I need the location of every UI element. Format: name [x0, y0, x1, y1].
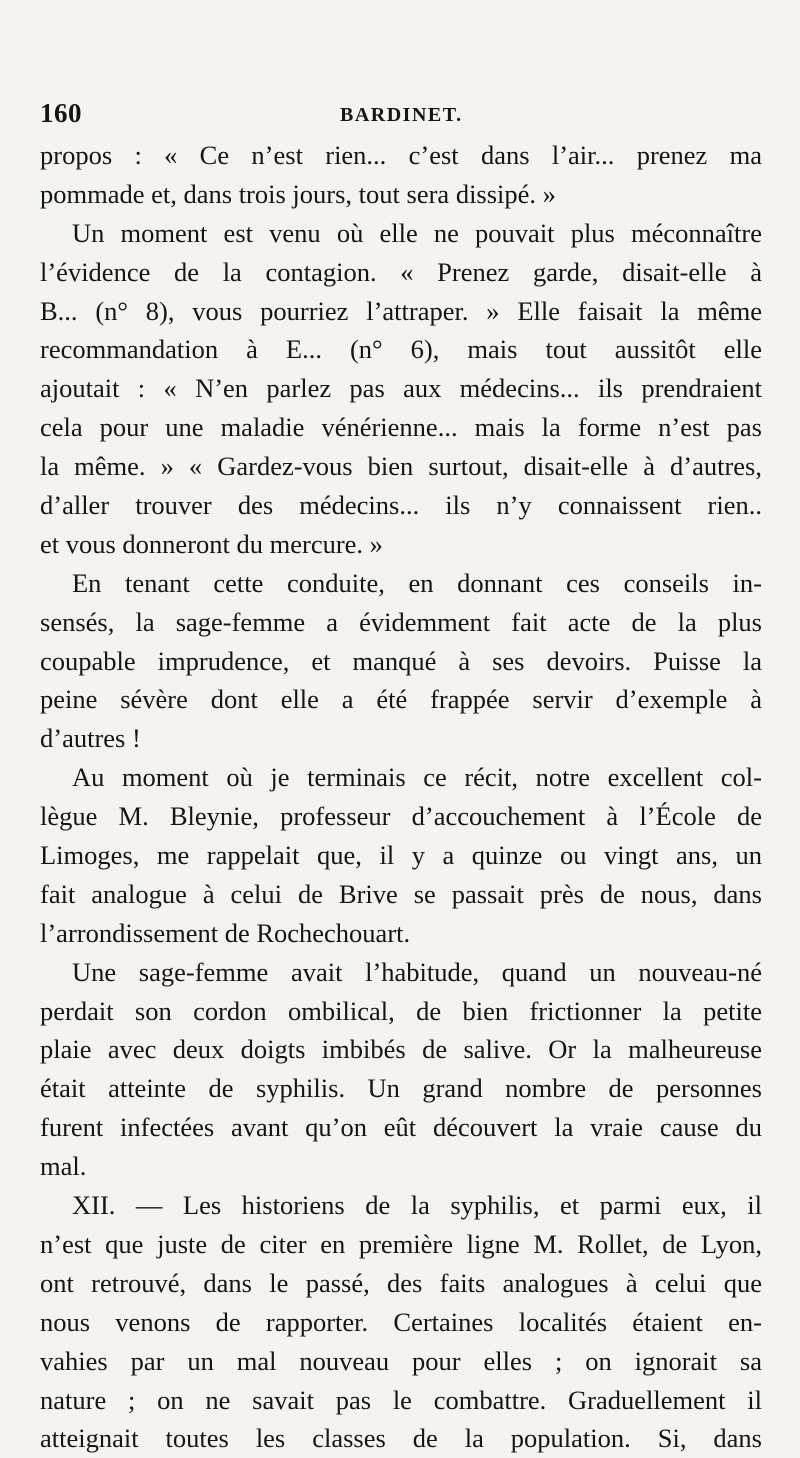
- text-line: d’autres !: [40, 723, 141, 754]
- text-line: perdait son cordon ombilical, de bien frictionner la petite: [40, 995, 762, 1026]
- text-line: peine sévère dont elle a été frappée servir d’exemple à: [40, 684, 762, 715]
- text-line: était atteinte de syphilis. Un grand nombre de personnes: [40, 1073, 762, 1104]
- body-text: [40, 136, 762, 1458]
- text-line: propos : « Ce n’est rien... c’est dans l’air... prenez ma: [40, 140, 762, 170]
- text-line: mal.: [40, 1151, 87, 1182]
- text-line: sensés, la sage-femme a évidemment fait acte de la plus: [40, 606, 762, 637]
- text-line: ajoutait : « N’en parlez pas aux médecins... ils prendraient: [40, 373, 762, 404]
- text-line: Un moment est venu où elle ne pouvait plus méconnaître: [72, 217, 762, 248]
- text-line: nous venons de rapporter. Certaines localités étaient en-: [40, 1306, 762, 1337]
- text-line: Une sage-femme avait l’habitude, quand un nouveau-né: [72, 956, 762, 987]
- text-line: vahies par un mal nouveau pour elles ; on ignorait sa: [40, 1345, 762, 1376]
- text-line: Au moment où je terminais ce récit, notre excellent col-: [72, 762, 762, 793]
- text-line: l’arrondissement de Rochechouart.: [40, 917, 411, 948]
- text-line: En tenant cette conduite, en donnant ces conseils in-: [72, 567, 762, 598]
- running-head: [40, 96, 762, 136]
- text-line: Limoges, me rappelait que, il y a quinze ou vingt ans, un: [40, 840, 762, 871]
- text-line: la même. » « Gardez-vous bien surtout, disait-elle à d’autres,: [40, 451, 762, 482]
- text-line: l’évidence de la contagion. « Prenez garde, disait-elle à: [40, 256, 762, 287]
- text-line: d’aller trouver des médecins... ils n’y connaissent rien..: [40, 490, 762, 521]
- text-line: ont retrouvé, dans le passé, des faits analogues à celui que: [40, 1267, 762, 1298]
- text-line: recommandation à E... (n° 6), mais tout aussitôt elle: [40, 334, 762, 365]
- text-line: furent infectées avant qu’on eût découvert la vraie cause du: [40, 1112, 762, 1143]
- text-line: cela pour une maladie vénérienne... mais la forme n’est pas: [40, 412, 762, 443]
- page-number: 160: [40, 98, 82, 128]
- text-line: n’est que juste de citer en première ligne M. Rollet, de Lyon,: [40, 1228, 762, 1259]
- running-title: BARDINET.: [340, 104, 463, 126]
- text-line: lègue M. Bleynie, professeur d’accouchement à l’École de: [40, 801, 762, 832]
- text-line: coupable imprudence, et manqué à ses devoirs. Puisse la: [40, 645, 762, 676]
- book-page: [40, 96, 762, 1458]
- text-line: plaie avec deux doigts imbibés de salive. Or la malheureuse: [40, 1034, 762, 1065]
- text-line: atteignait toutes les classes de la population. Si, dans: [40, 1423, 762, 1454]
- text-line: XII. — Les historiens de la syphilis, et parmi eux, il: [72, 1190, 762, 1221]
- text-line: B... (n° 8), vous pourriez l’attraper. » Elle faisait la même: [40, 295, 762, 326]
- text-line: pommade et, dans trois jours, tout sera dissipé. »: [40, 178, 556, 209]
- text-line: fait analogue à celui de Brive se passait près de nous, dans: [40, 878, 762, 909]
- text-line: et vous donneront du mercure. »: [40, 528, 383, 559]
- text-line: nature ; on ne savait pas le combattre. Graduellement il: [40, 1384, 762, 1415]
